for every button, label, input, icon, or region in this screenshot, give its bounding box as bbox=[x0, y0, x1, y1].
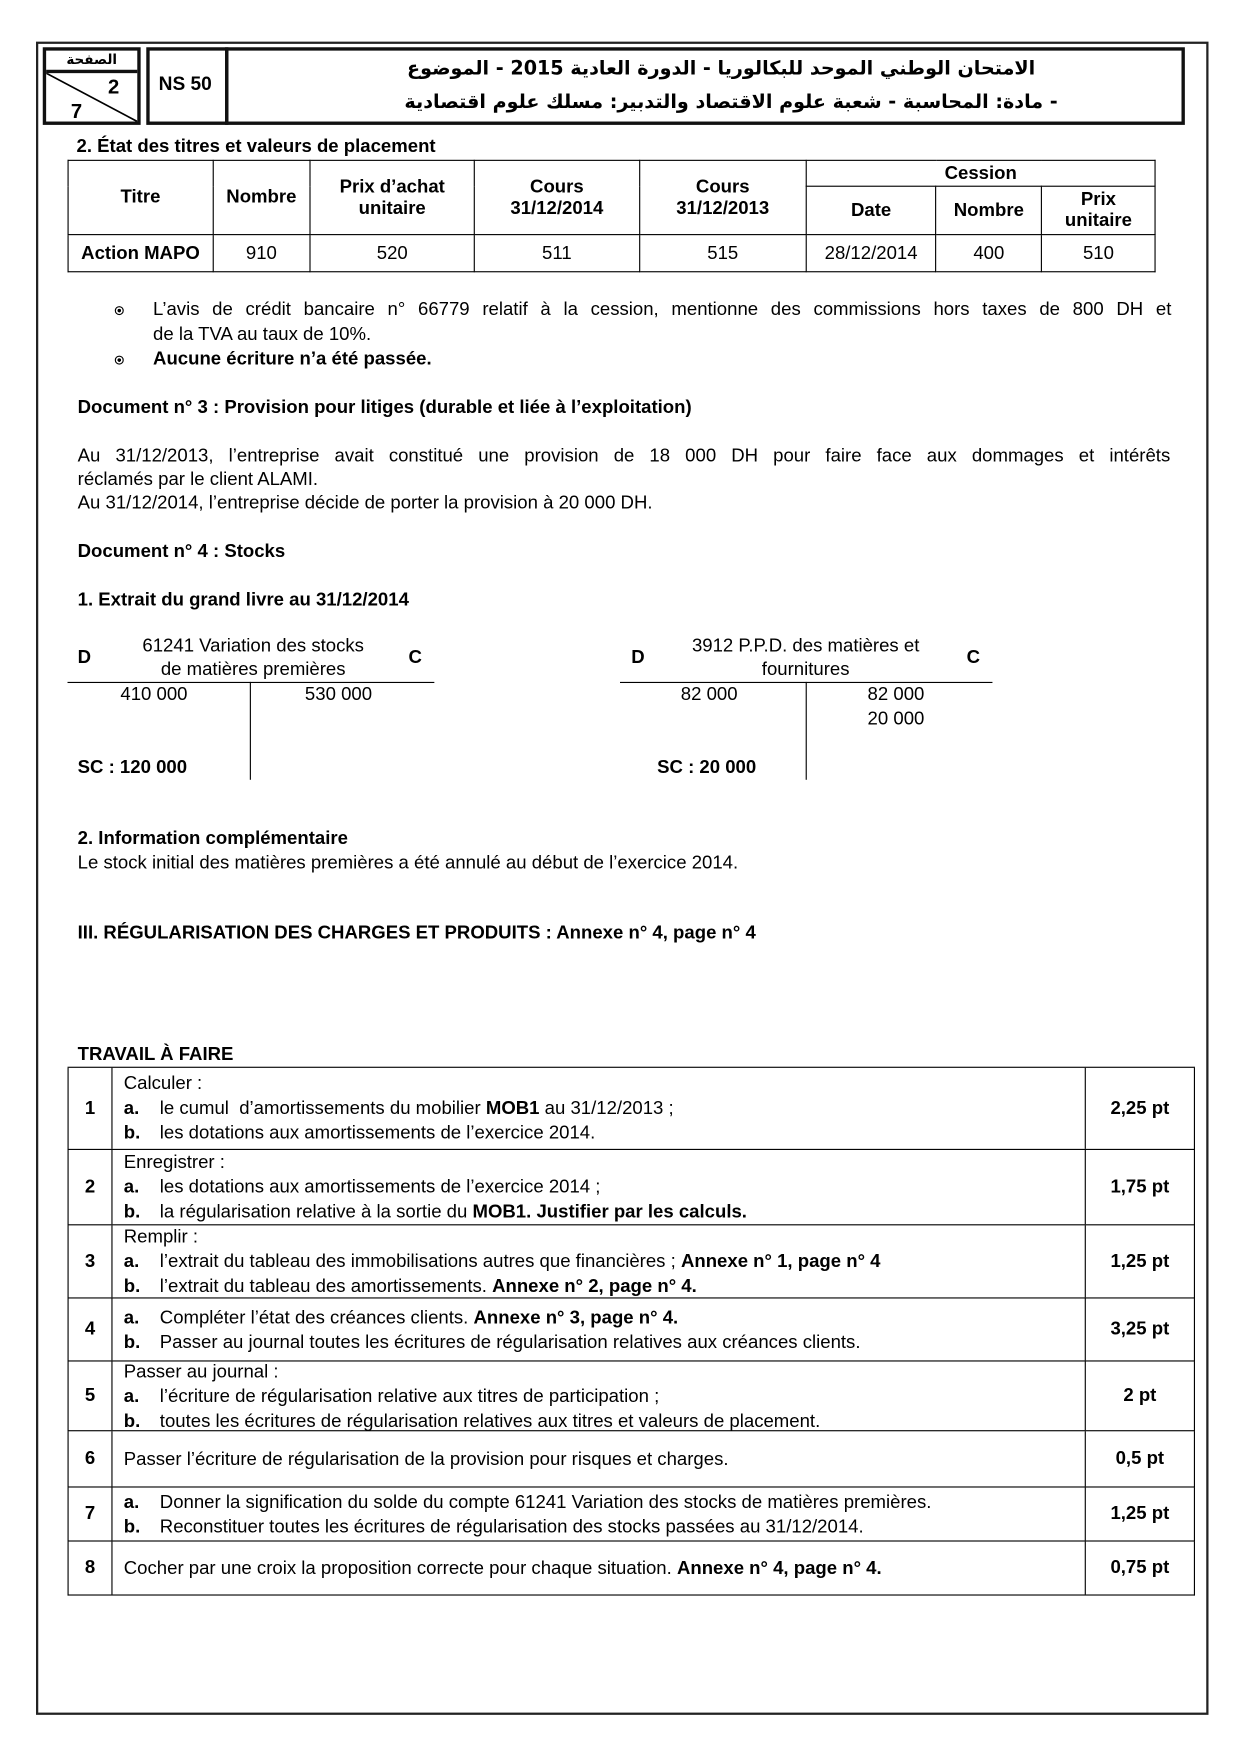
task-points: 3,25 pt bbox=[1110, 1318, 1170, 1340]
task-number: 7 bbox=[69, 1488, 113, 1541]
task-line-label: a. bbox=[123, 1306, 140, 1328]
page-number-box bbox=[43, 47, 141, 125]
page-total: 7 bbox=[70, 100, 83, 123]
task-row bbox=[68, 1225, 1195, 1298]
task-row bbox=[68, 1068, 1195, 1150]
credit-label: C bbox=[966, 647, 980, 668]
task-content bbox=[113, 1150, 1086, 1224]
task-line-text: Remplir : bbox=[123, 1226, 199, 1247]
task-row bbox=[68, 1362, 1195, 1432]
task-line bbox=[124, 1489, 1074, 1514]
task-line bbox=[124, 1150, 1074, 1175]
task-content bbox=[113, 1488, 1086, 1541]
diagonal-divider bbox=[46, 73, 137, 121]
bullet-icon bbox=[115, 356, 124, 365]
section-3-title: III. RÉGULARISATION DES CHARGES ET PRODUITS : Annexe n° 4, page n° 4 bbox=[77, 922, 756, 943]
doc4-subtitle-1: 1. Extrait du grand livre au 31/12/2014 bbox=[77, 589, 409, 610]
task-line-text: Cocher par une croix la proposition correcte pour chaque situation. bbox=[123, 1557, 677, 1579]
cell-cours-2014: 511 bbox=[475, 235, 640, 272]
doc3-line-3: Au 31/12/2014, l’entreprise décide de porter la provision à 20 000 DH. bbox=[77, 492, 653, 514]
debit-value: 82 000 bbox=[680, 684, 738, 705]
task-line bbox=[124, 1199, 1074, 1224]
account-balance: SC : 120 000 bbox=[77, 757, 188, 778]
task-number: 8 bbox=[69, 1542, 113, 1595]
task-row bbox=[68, 1431, 1195, 1487]
task-number: 3 bbox=[69, 1225, 113, 1297]
task-row bbox=[68, 1488, 1195, 1542]
task-row bbox=[68, 1542, 1195, 1596]
travail-title: TRAVAIL À FAIRE bbox=[77, 1044, 234, 1065]
section-title-titres: 2. État des titres et valeurs de placement bbox=[76, 136, 436, 157]
cell-nombre-cession: 400 bbox=[936, 235, 1042, 272]
task-line-label: a. bbox=[123, 1251, 140, 1272]
credit-value: 20 000 bbox=[867, 708, 925, 730]
task-line-text: Calculer : bbox=[123, 1073, 203, 1094]
task-points: 1,25 pt bbox=[1110, 1250, 1170, 1271]
task-line bbox=[124, 1408, 1074, 1433]
cell-titre: Action MAPO bbox=[68, 235, 213, 272]
doc4-info: Le stock initial des matières premières a été annulé au début de l’exercice 2014. bbox=[77, 852, 739, 874]
task-points: 0,75 pt bbox=[1110, 1557, 1170, 1578]
task-line-text: Annexe n° 2, page n° 4. bbox=[492, 1276, 697, 1297]
task-points: 1,75 pt bbox=[1110, 1176, 1170, 1197]
task-line-text: la régularisation relative à la sortie du bbox=[159, 1201, 473, 1222]
task-line-label: b. bbox=[123, 1122, 141, 1144]
account-balance: SC : 20 000 bbox=[657, 757, 757, 778]
doc4-subtitle-2: 2. Information complémentaire bbox=[77, 828, 348, 849]
task-line-text: Annexe n° 3, page n° 4. bbox=[473, 1306, 679, 1328]
task-line-label: a. bbox=[123, 1385, 140, 1406]
exam-title-box bbox=[225, 47, 1185, 125]
task-line bbox=[124, 1274, 1074, 1299]
header-prix-unitaire: Prix unitaire bbox=[1042, 186, 1155, 234]
task-line-text: Annexe n° 1, page n° 4 bbox=[680, 1251, 881, 1272]
task-content bbox=[113, 1542, 1086, 1595]
debit-label: D bbox=[631, 647, 645, 668]
account-title: 61241 Variation des stocks bbox=[142, 635, 364, 657]
task-line bbox=[124, 1096, 1074, 1121]
task-content bbox=[113, 1431, 1086, 1486]
credit-label: C bbox=[408, 647, 422, 668]
task-line bbox=[124, 1383, 1074, 1408]
task-line-label: b. bbox=[123, 1516, 141, 1537]
bullet-text-1: L’avis de crédit bancaire n° 66779 relatif à la cession, mentionne des commissions hors taxes de 800 DH et bbox=[153, 299, 1172, 320]
task-points: 0,5 pt bbox=[1115, 1448, 1165, 1469]
task-line-text: toutes les écritures de régularisation relatives aux titres et valeurs de placement. bbox=[159, 1410, 821, 1431]
task-number: 4 bbox=[69, 1299, 113, 1361]
travail-table bbox=[68, 1067, 1195, 1596]
task-line bbox=[124, 1175, 1074, 1200]
task-line-text: Enregistrer : bbox=[123, 1152, 225, 1173]
bullet-text-2: Aucune écriture n’a été passée. bbox=[153, 348, 432, 370]
cell-prix-unitaire: 510 bbox=[1042, 235, 1155, 272]
account-title-cont: de matières premières bbox=[160, 659, 346, 680]
account-divider bbox=[806, 682, 807, 780]
task-line-label: b. bbox=[123, 1331, 141, 1352]
task-line-text: Compléter l’état des créances clients. bbox=[159, 1306, 474, 1328]
exam-code: NS 50 bbox=[158, 73, 212, 95]
page-label: الصفحة bbox=[46, 51, 137, 74]
task-line-text: les dotations aux amortissements de l’exercice 2014. bbox=[159, 1122, 596, 1144]
bullet-icon bbox=[115, 306, 124, 315]
page-current: 2 bbox=[108, 75, 120, 98]
credit-value: 530 000 bbox=[304, 684, 373, 705]
task-content bbox=[113, 1299, 1086, 1361]
task-line-text: l’écriture de régularisation relative aux titres de participation ; bbox=[159, 1385, 660, 1406]
debit-label: D bbox=[77, 647, 92, 668]
task-line-label: b. bbox=[123, 1410, 141, 1431]
header-date: Date bbox=[806, 186, 935, 234]
header-cours-2014: Cours 31/12/2014 bbox=[475, 160, 640, 234]
task-line-text: l’extrait du tableau des immobilisations autres que financières ; bbox=[159, 1251, 681, 1272]
task-line bbox=[124, 1121, 1074, 1146]
doc3-line-2: réclamés par le client ALAMI. bbox=[77, 469, 319, 490]
task-line bbox=[124, 1249, 1074, 1274]
task-line-text: Passer au journal : bbox=[123, 1360, 279, 1382]
header-cours-2013: Cours 31/12/2013 bbox=[639, 160, 806, 234]
cell-cours-2013: 515 bbox=[639, 235, 806, 272]
task-line bbox=[124, 1514, 1074, 1539]
account-title: 3912 P.P.D. des matières et bbox=[691, 635, 920, 657]
task-line-label: a. bbox=[123, 1491, 140, 1512]
task-content bbox=[113, 1362, 1086, 1431]
task-line-label: a. bbox=[123, 1176, 140, 1198]
task-line bbox=[124, 1329, 1074, 1354]
cell-prix-achat: 520 bbox=[310, 235, 475, 272]
task-content bbox=[113, 1225, 1086, 1297]
task-line-label: a. bbox=[123, 1098, 140, 1119]
task-number: 6 bbox=[69, 1431, 113, 1486]
account-title-cont: fournitures bbox=[761, 659, 850, 680]
doc3-title: Document n° 3 : Provision pour litiges (durable et liée à l’exploitation) bbox=[77, 397, 692, 418]
task-number: 2 bbox=[69, 1150, 113, 1224]
task-row bbox=[68, 1299, 1195, 1362]
header-prix-achat: Prix d’achat unitaire bbox=[310, 160, 475, 234]
task-line bbox=[124, 1224, 1074, 1249]
titres-table bbox=[68, 160, 1156, 273]
header-nombre: Nombre bbox=[213, 160, 310, 234]
header-cession: Cession bbox=[806, 160, 1155, 186]
account-divider bbox=[250, 682, 251, 780]
task-line-text: Donner la signification du solde du compte 61241 Variation des stocks de matières premières. bbox=[159, 1491, 932, 1512]
task-points: 2 pt bbox=[1123, 1385, 1157, 1406]
task-line-text: Passer au journal toutes les écritures de régularisation relatives aux créances clients. bbox=[159, 1331, 861, 1352]
task-number: 1 bbox=[69, 1068, 113, 1149]
cell-nombre: 910 bbox=[213, 235, 310, 272]
debit-value: 410 000 bbox=[120, 684, 188, 705]
doc4-title: Document n° 4 : Stocks bbox=[77, 541, 286, 562]
task-line-text: MOB1. Justifier par les calculs. bbox=[472, 1201, 747, 1222]
task-line-text: Annexe n° 4, page n° 4. bbox=[676, 1557, 882, 1579]
task-line bbox=[124, 1071, 1074, 1096]
table-row bbox=[68, 235, 1155, 272]
doc3-line-1: Au 31/12/2013, l’entreprise avait constitué une provision de 18 000 DH pour faire face aux dommages et intérêts bbox=[77, 445, 1171, 466]
task-line-label: b. bbox=[123, 1201, 141, 1222]
task-line-text: MOB1 bbox=[485, 1098, 540, 1119]
task-line-text: Reconstituer toutes les écritures de régularisation des stocks passées au 31/12/2014. bbox=[159, 1516, 864, 1537]
task-line-text: au 31/12/2013 ; bbox=[539, 1098, 674, 1119]
task-row bbox=[68, 1150, 1195, 1225]
task-points: 1,25 pt bbox=[1110, 1503, 1170, 1524]
exam-title-line2: - مادة: المحاسبة - شعبة علوم الاقتصاد والتدبير: مسلك علوم اقتصادية bbox=[404, 91, 1058, 114]
task-line-text: le cumul d’amortissements du mobilier bbox=[159, 1098, 486, 1119]
task-line-label: b. bbox=[123, 1276, 141, 1297]
credit-value: 82 000 bbox=[867, 684, 925, 705]
task-line bbox=[124, 1359, 1074, 1384]
bullet-text-1-cont: de la TVA au taux de 10%. bbox=[153, 324, 372, 345]
header-nombre-cession: Nombre bbox=[936, 186, 1042, 234]
exam-code-box bbox=[146, 47, 228, 125]
header-titre: Titre bbox=[68, 160, 213, 234]
task-points: 2,25 pt bbox=[1110, 1097, 1170, 1118]
task-line bbox=[124, 1556, 1074, 1581]
task-line bbox=[124, 1446, 1074, 1471]
task-line-text: les dotations aux amortissements de l’exercice 2014 ; bbox=[159, 1176, 601, 1198]
task-number: 5 bbox=[69, 1362, 113, 1431]
task-line-text: l’extrait du tableau des amortissements. bbox=[159, 1276, 493, 1297]
task-line-text: Passer l’écriture de régularisation de la provision pour risques et charges. bbox=[123, 1448, 729, 1469]
task-content bbox=[113, 1068, 1086, 1149]
task-line bbox=[124, 1305, 1074, 1330]
exam-title-line1: الامتحان الوطني الموحد للبكالوريا - الدورة العادية 2015 - الموضوع bbox=[407, 57, 1036, 80]
cell-date: 28/12/2014 bbox=[806, 235, 935, 272]
